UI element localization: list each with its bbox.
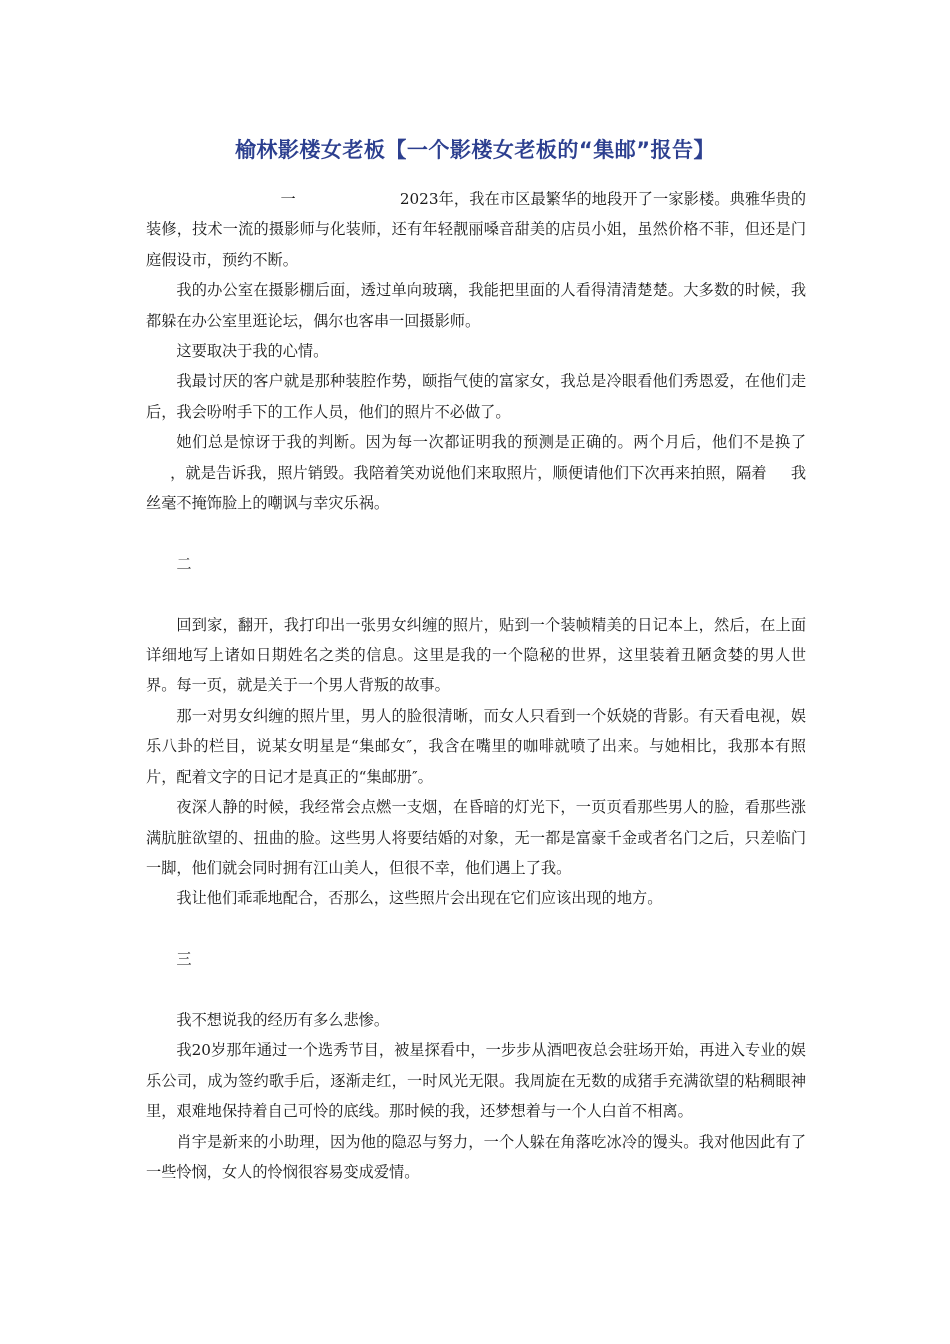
- paragraph: 这要取决于我的心情。: [176, 342, 329, 361]
- section-number-two: 二: [176, 554, 192, 573]
- paragraph: 我20岁那年通过一个选秀节目，被星探看中，一步步从酒吧夜总会驻场开始，再进入专业的娱乐公司，成为签约歌手后，逐渐走红，一时风光无限。我周旋在无数的成猪手充满欲望的粘稠眼神里，艰难地保持着自己可怜的底线。那时候的我，还梦想着与一个人白首不相离。: [146, 1041, 806, 1121]
- spacer: [146, 975, 806, 1005]
- paragraph-text: 我丝毫不掩饰脸上的嘲讽与幸灾乐祸。: [146, 463, 807, 513]
- section-number-one: 一: [280, 190, 296, 208]
- paragraph: 回到家，翻开，我打印出一张男女纠缠的照片，贴到一个装帧精美的日记本上，然后，在上面详细地写上诸如日期姓名之类的信息。这里是我的一个隐秘的世界，这里装着丑陋贪婪的男人世界。每一页，就是关于一个男人背叛的故事。: [146, 615, 806, 695]
- document-title: 榆林影楼女老板【一个影楼女老板的“集邮”报告】: [234, 138, 716, 162]
- spacer: [146, 579, 806, 609]
- spacer: [146, 914, 806, 944]
- paragraph-text: ，就是告诉我，照片销毁。我陪着笑劝说他们来取照片，顺便请他们下次再来拍照，隔着: [170, 463, 767, 482]
- paragraph-text: 2023年，我在市区最繁华的地段开了一家影楼。典雅华贵的装修，: [146, 190, 807, 239]
- paragraph-text: 技术一流的摄影师与化装师，还有年轻靓丽嗓音甜美的店员小姐，虽然价格不菲，但还是门庭假设市，预约不断。: [146, 220, 807, 269]
- paragraph: 肖宇是新来的小助理，因为他的隐忍与努力，一个人躲在角落吃冰冷的馒头。我对他因此有了一些怜悯，女人的怜悯很容易变成爱情。: [146, 1132, 806, 1181]
- paragraph: 夜深人静的时候，我经常会点燃一支烟，在昏暗的灯光下，一页页看那些男人的脸，看那些涨满肮脏欲望的、扭曲的脸。这些男人将要结婚的对象，无一都是富豪千金或者名门之后，只差临门一脚，他们就会同时拥有江山美人，但很不幸，他们遇上了我。: [146, 798, 806, 877]
- paragraph: [146, 184, 806, 275]
- document-body: [146, 184, 806, 1187]
- spacer: [146, 518, 806, 548]
- paragraph: 那一对男女纠缠的照片里，男人的脸很清晰，而女人只看到一个妖娆的背影。有天看电视，娱乐八卦的栏目，说某女明星是“集邮女″，我含在嘴里的咖啡就喷了出来。与她相比，我那本有照片，配着文字的日记才是真正的“集邮册″。: [146, 706, 806, 786]
- section-number-three: 三: [176, 950, 192, 969]
- paragraph: 我不想说我的经历有多么悲惨。: [176, 1010, 390, 1029]
- paragraph: [146, 427, 806, 518]
- paragraph: 我让他们乖乖地配合，否那么，这些照片会出现在它们应该出现的地方。: [176, 889, 663, 908]
- paragraph: 我的办公室在摄影棚后面，透过单向玻璃，我能把里面的人看得清清楚楚。大多数的时候，我都躲在办公室里逛论坛，偶尔也客串一回摄影师。: [146, 281, 806, 330]
- paragraph-text: 她们总是惊讶于我的判断。因为每一次都证明我的预测是正确的。两个月后，他们不是换了: [176, 433, 806, 452]
- paragraph: 我最讨厌的客户就是那种装腔作势，颐指气使的富家女，我总是冷眼看他们秀恩爱，在他们走后，我会吩咐手下的工作人员，他们的照片不必做了。: [146, 372, 806, 421]
